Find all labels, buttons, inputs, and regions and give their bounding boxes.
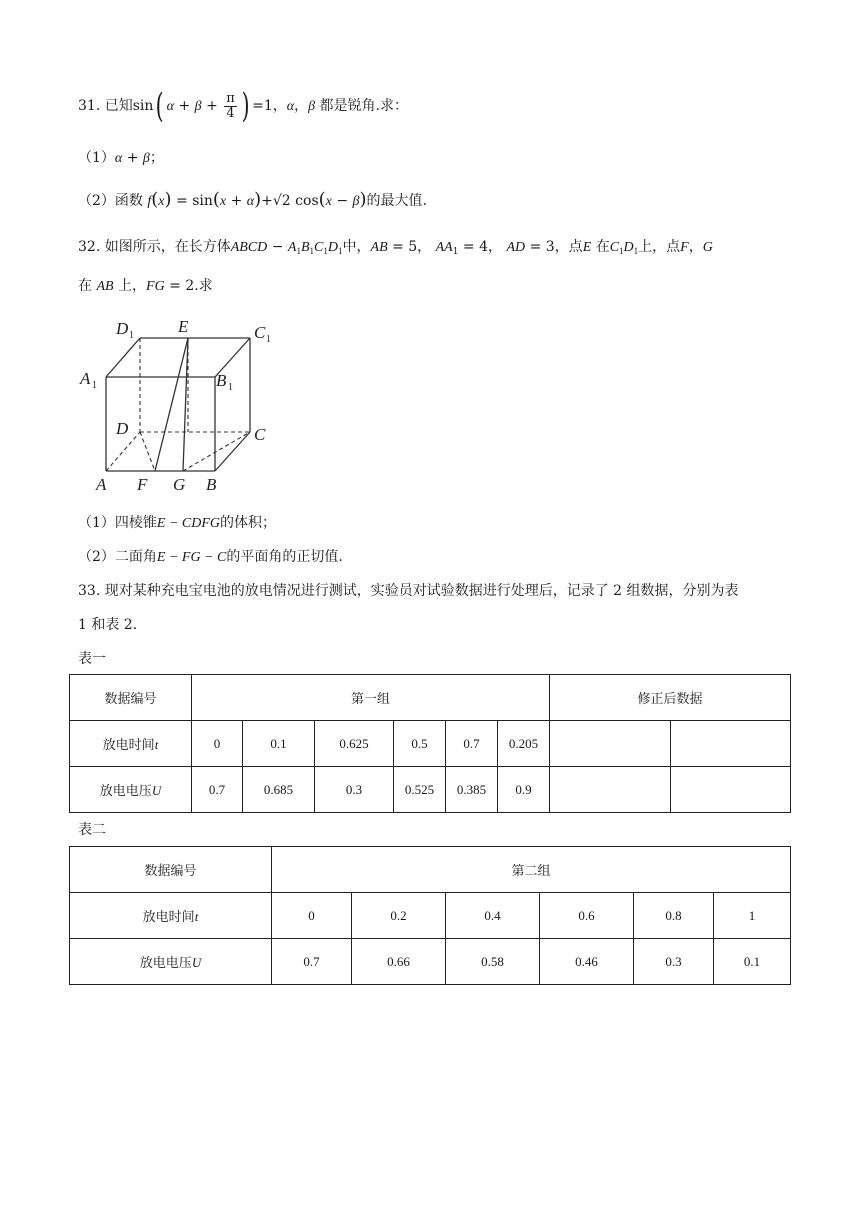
table-cell: 0.66 (352, 939, 446, 985)
table1-corrected: 修正后数据 (550, 675, 791, 721)
table-cell: 0 (192, 721, 243, 767)
table-cell: 0.58 (446, 939, 540, 985)
table-cell: 0.8 (634, 893, 714, 939)
table1 (69, 674, 791, 813)
table-cell: 0.205 (498, 721, 550, 767)
label-b: B (206, 475, 217, 494)
q32-number: 32. (78, 239, 101, 255)
label-c: C (254, 425, 266, 444)
table-cell-empty (550, 721, 671, 767)
label-a1: A (80, 369, 91, 388)
cuboid-figure (78, 314, 278, 494)
table-cell: 0.3 (315, 767, 394, 813)
table-cell: 0.4 (446, 893, 540, 939)
q32-line2: 在 AB 上，FG = 2.求 (78, 278, 213, 294)
table2-row1-label: 放电时间t (70, 893, 272, 939)
q33-line2: 1 和表 2. (78, 617, 138, 633)
table-cell: 0.7 (272, 939, 352, 985)
label-d1: D (116, 319, 129, 338)
label-e: E (178, 317, 189, 336)
table2 (69, 846, 791, 985)
q33-line1: 33. 现对某种充电宝电池的放电情况进行测试，实验员对试验数据进行处理后，记录了 2 组数据，分别为表 (78, 583, 739, 599)
table1-row1-label: 放电时间t (70, 721, 192, 767)
q31-number: 31. (78, 98, 101, 114)
table-cell: 0.5 (394, 721, 446, 767)
table-cell: 0.1 (714, 939, 791, 985)
table1-header: 数据编号 (70, 675, 192, 721)
table-cell: 0.625 (315, 721, 394, 767)
label-a: A (96, 475, 107, 494)
q32-part2: （2）二面角E − FG − C的平面角的正切值. (78, 549, 343, 565)
q31-part1: （1）α + β； (78, 150, 164, 166)
svg-text:1: 1 (228, 382, 233, 393)
label-f: F (137, 475, 148, 494)
svg-text:1: 1 (92, 380, 97, 391)
table-cell: 0.3 (634, 939, 714, 985)
label-b1: B (216, 371, 227, 390)
table1-row2-label: 放电电压U (70, 767, 192, 813)
label-g: G (173, 475, 186, 494)
label-c1: C (254, 323, 266, 342)
q31-part2: （2）函数 f(x) = sin(x + α)+√2 cos(x − β)的最大值. (78, 189, 427, 210)
q32-part1: （1）四棱锥E − CDFG的体积； (78, 515, 277, 531)
svg-text:1: 1 (129, 330, 134, 341)
table-cell: 0.525 (394, 767, 446, 813)
table2-group: 第二组 (272, 847, 791, 893)
pi-over-4: $\frac{\pi}{4}$ (226, 90, 235, 121)
table1-caption: 表一 (78, 651, 106, 667)
table-cell: 0 (272, 893, 352, 939)
table-cell: 0.2 (352, 893, 446, 939)
table-cell: 0.7 (446, 721, 498, 767)
table-cell: 0.385 (446, 767, 498, 813)
table-cell-empty (550, 767, 671, 813)
svg-text:1: 1 (266, 334, 271, 345)
table-cell-empty (671, 767, 791, 813)
table-cell-empty (671, 721, 791, 767)
table-cell: 1 (714, 893, 791, 939)
table2-row2-label: 放电电压U (70, 939, 272, 985)
table2-caption: 表二 (78, 822, 106, 838)
table-cell: 0.46 (540, 939, 634, 985)
table-cell: 0.685 (243, 767, 315, 813)
q32-line1: 32. 如图所示，在长方体ABCD − $A_1B_1C_1D_1$中，AB = 5， $AA_1 = 4$， AD = 3，点E 在$C_1D_1$上，点F，G (78, 239, 713, 257)
table-cell: 0.1 (243, 721, 315, 767)
table-cell: 0.6 (540, 893, 634, 939)
table1-group: 第一组 (192, 675, 550, 721)
q31-line: 31. 已知sin( α + β + $\frac{\pi}{4}$ ) =1，α，β 都是锐角.求： (78, 86, 408, 126)
table2-header: 数据编号 (70, 847, 272, 893)
table-cell: 0.9 (498, 767, 550, 813)
label-d: D (116, 419, 129, 438)
table-cell: 0.7 (192, 767, 243, 813)
